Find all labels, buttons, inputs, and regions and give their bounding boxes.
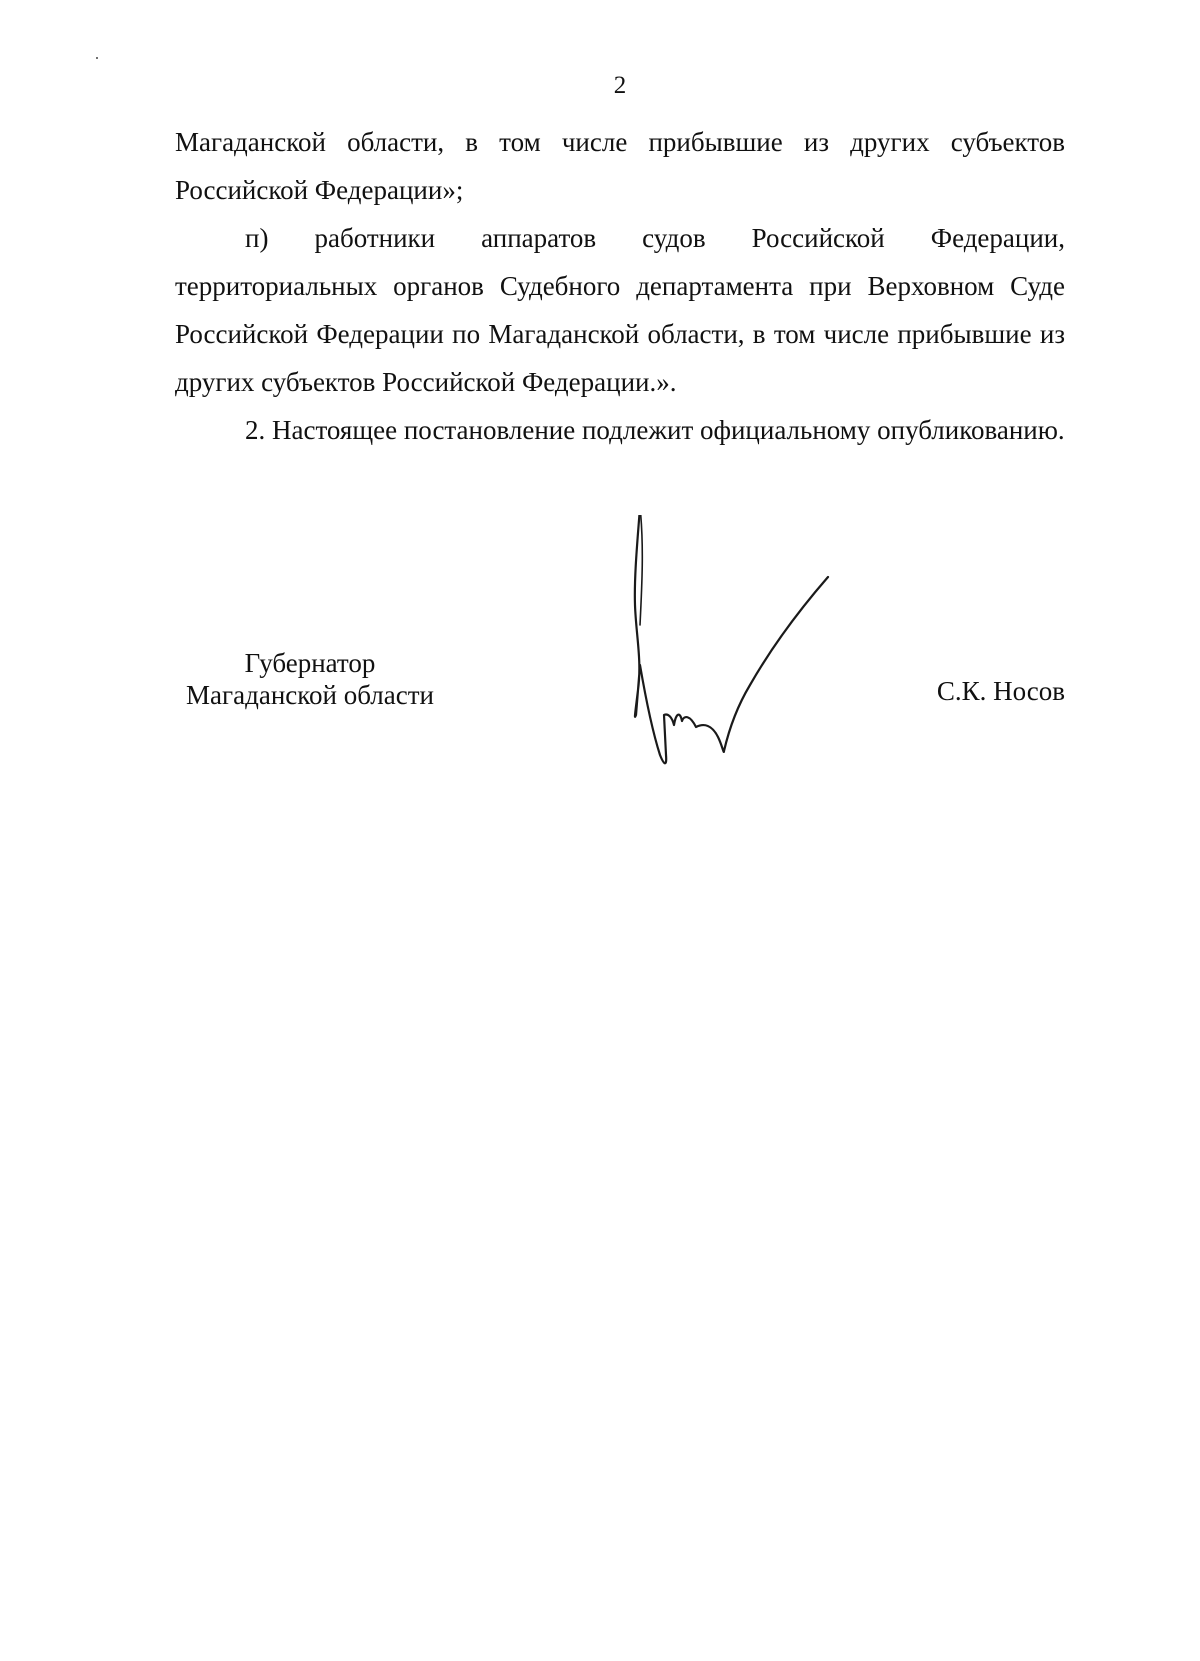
handwritten-signature [620,515,870,795]
scan-speck [96,57,98,59]
signatory-position-title: Губернатор [244,648,376,678]
signature-stroke [635,515,828,763]
signature-stroke-upper [640,515,642,625]
paragraph-item-p: п) работники аппаратов судов Российской Федерации, территориальных органов Судебного департамента при Верховном Суде Российской Федерации по Магаданской области, в том числе прибывшие из других субъектов Российской Федерации.». [175,223,1065,397]
signatory-name: С.К. Носов [936,676,1065,706]
paragraph-item-2: 2. Настоящее постановление подлежит официальному опубликованию. [245,415,1065,445]
page-number: 2 [613,72,627,99]
signatory-position [175,647,445,711]
document-body [175,118,1065,454]
paragraph-continuation: Магаданской области, в том числе прибывшие из других субъектов Российской Федерации»; [175,127,1065,205]
signatory-position-region: Магаданской области [186,680,434,710]
